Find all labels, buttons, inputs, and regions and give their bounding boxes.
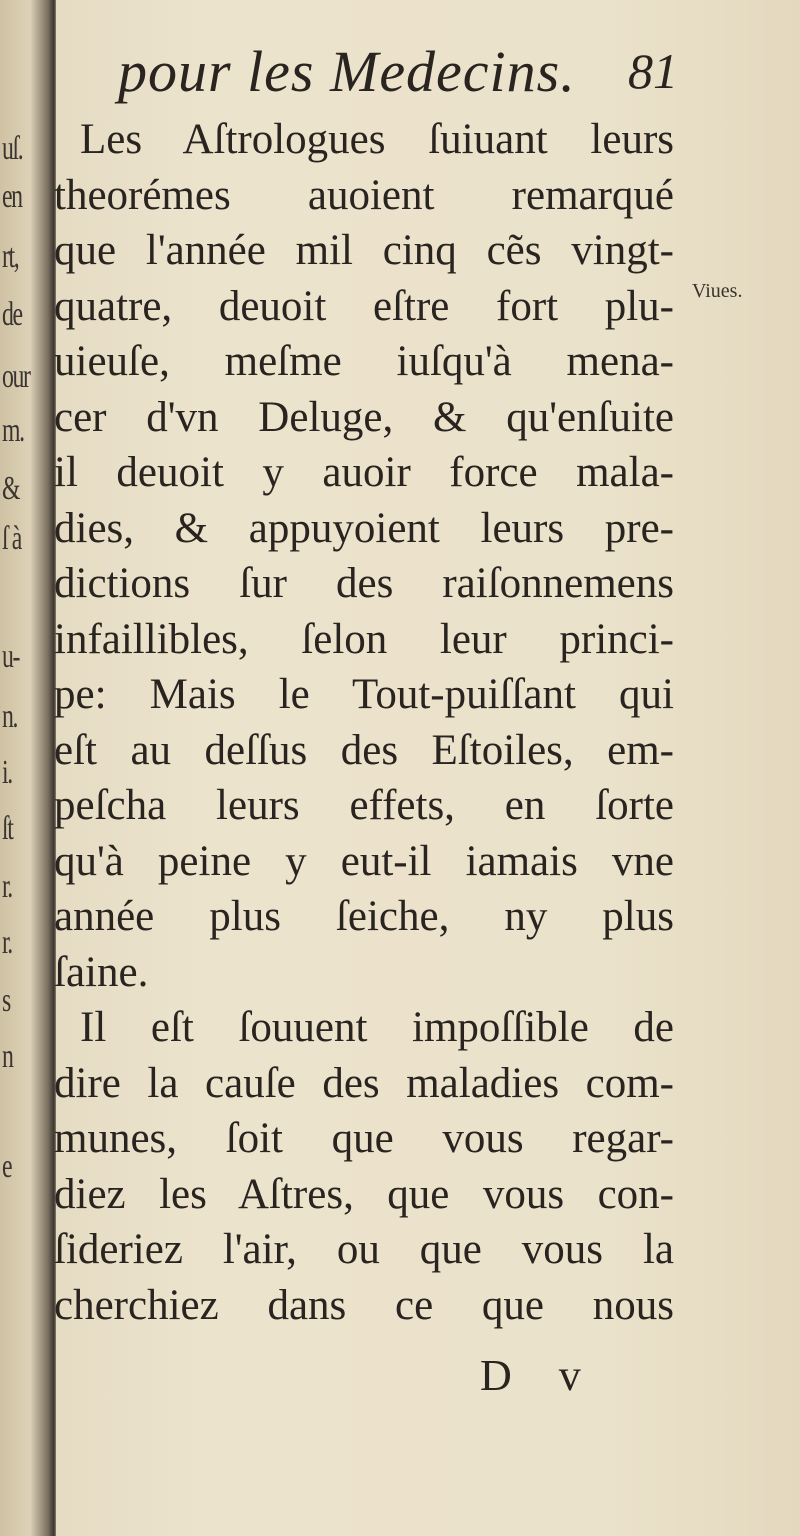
text-line: dire la cauſe des maladies com- <box>54 1059 674 1107</box>
text-line: dictions ſur des raiſonnemens <box>54 560 674 607</box>
bleed-text: e <box>2 1148 12 1185</box>
paragraph-1 <box>54 112 674 1000</box>
running-title: pour les Medecins. <box>118 39 576 104</box>
bleed-text: our <box>2 358 30 395</box>
page-number: 81 <box>628 43 678 99</box>
text-line: infaillibles, ſelon leur princi- <box>54 615 674 663</box>
text-line: munes, ſoit que vous regar- <box>54 1115 674 1162</box>
text-line: diez les Aſtres, que vous con- <box>54 1170 674 1218</box>
text-line: il deuoit y auoir force mala- <box>54 449 674 496</box>
text-line: quatre, deuoit eſtre fort plu- <box>54 282 674 330</box>
margin-note: Viues. <box>692 280 743 302</box>
body-text <box>54 112 674 1333</box>
catchword: D v <box>480 1351 599 1400</box>
bleed-text: & <box>2 470 20 507</box>
bleed-text: uſ. <box>2 130 23 167</box>
bleed-text: n. <box>2 698 18 735</box>
text-line: ſaine. <box>54 948 149 996</box>
bleed-text: ſ à <box>2 520 21 557</box>
text-line: cer d'vn Deluge, & qu'enſuite <box>54 393 674 441</box>
paragraph-2 <box>54 1000 674 1333</box>
text-line: eſt au deſſus des Eſtoiles, em- <box>54 726 674 774</box>
text-line: Les Aſtrologues ſuiuant leurs <box>80 116 674 163</box>
bleed-text: r. <box>2 924 12 961</box>
text-line: peſcha leurs effets, en ſorte <box>54 782 674 829</box>
text-line: cherchiez dans ce que nous <box>54 1281 674 1329</box>
running-header <box>118 38 678 108</box>
bleed-text: m. <box>2 412 24 449</box>
bleed-text: u- <box>2 638 20 675</box>
bleed-text: rt, <box>2 238 19 275</box>
text-line: année plus ſeiche, ny plus <box>54 893 674 940</box>
text-line: Il eſt ſouuent impoſſible de <box>80 1004 674 1051</box>
text-line: pe: Mais le Tout-puiſſant qui <box>54 671 674 718</box>
text-line: uieuſe, meſme iuſqu'à mena- <box>54 338 674 385</box>
bleed-text: i. <box>2 754 12 791</box>
bleed-text: r. <box>2 868 12 905</box>
text-line: qu'à peine y eut-il iamais vne <box>54 837 674 885</box>
text-line: dies, & appuyoient leurs pre- <box>54 504 674 552</box>
bleed-text: de <box>2 296 22 333</box>
text-line: que l'année mil cinq cẽs vingt- <box>54 227 674 274</box>
bleed-text: s <box>2 982 10 1019</box>
bleed-text: n <box>2 1038 13 1075</box>
text-line: theorémes auoient remarqué <box>54 171 674 219</box>
bleed-text: en <box>2 178 22 215</box>
bleed-text: ſt <box>2 810 13 847</box>
text-line: ſideriez l'air, ou que vous la <box>54 1226 674 1273</box>
